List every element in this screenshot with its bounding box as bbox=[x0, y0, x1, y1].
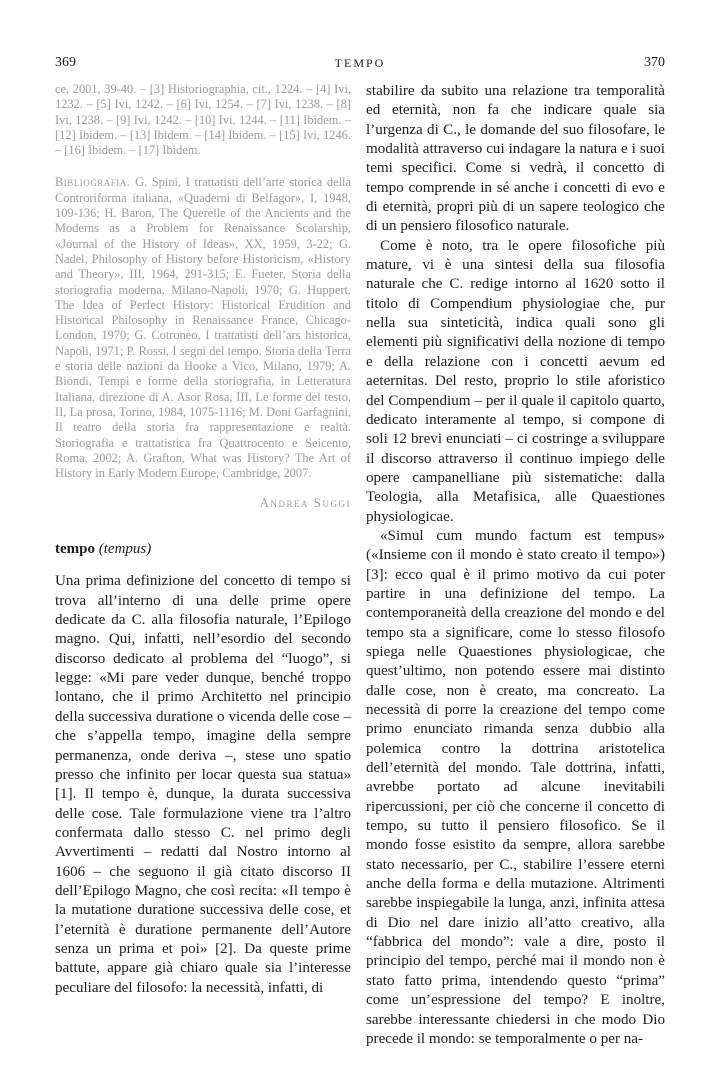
page-header bbox=[55, 55, 665, 75]
page-number-left: 369 bbox=[55, 55, 76, 70]
paragraph-2: Come è noto, tra le opere filosofiche più mature, vi è una sintesi della sua filosofia naturale che C. redige intorno al 1620 sotto il titolo di Compendium physiologiae che, pur nella sua sinteticità, indica quali sono gli elementi più significativi della nozione di tempo e della relazione con i concetti aevum ed aeternitas. Del resto, proprio lo stile aforistico del Compendium – per il quale il capitolo quarto, dedicato interamente al tempo, si compone di soli 12 brevi enunciati – ci costringe a sviluppare il discorso attraverso il continuo impiego delle opere campanelliane più sistematiche: dalla Teologia, alla Metafisica, alle Quaestiones physiologicae. bbox=[366, 237, 665, 525]
running-title: TEMPO bbox=[334, 56, 386, 70]
bibliography bbox=[55, 175, 351, 481]
bibliography-text: G. Spini, I trattatisti dell’arte storica della Controriforma italiana, «Quaderni di Belfagor», I, 1948, 109-136; H. Baron, The Querelle of the Ancients and the Moderns as a Problem for Renaissance Scolarship, «Journal of the History of Ideas», XX, 1959, 3-22; G. Nadel, Philosophy of History before Historicism, «History and Theory», III, 1964, 291-315; E. Fueter, Storia della storiografia moderna, Milano-Napoli, 1970; G. Huppert, The Idea of Perfect History: Historical Erudition and Historical Philosophy in Renaissance France, Chicago-London, 1970; G. Cotroneo, I trattatisti dell’ars historica, Napoli, 1971; P. Rossi, I segni del tempo. Storia della Terra e storia delle nazioni da Hooke a Vico, Milano, 1979; A. Biondi, Tempi e forme della storiografia, in Letteratura Italiana, direzione di A. Asor Rosa, III, Le forme del testo, II, La prosa, Torino, 1984, 1075-1116; M. Doni Garfagnini, Il teatro della storia fra rappresentazione e realtà. Storiografia e trattatistica fra Quattrocento e Seicento, Roma, 2002; A. Grafton, What was History? The Art of History in Early Modern Europe, Cambridge, 2007. bbox=[55, 175, 351, 481]
bibliography-label: Bibliografia. bbox=[55, 175, 131, 190]
author-signature: Andrea Suggi bbox=[259, 495, 351, 511]
page-number-right: 370 bbox=[644, 55, 665, 70]
entry-latin: (tempus) bbox=[98, 541, 152, 558]
paragraph-1: Una prima definizione del concetto di tempo si trova all’interno di una delle prime opere dedicate da C. alla filosofia naturale, l’Epilogo magno. Qui, infatti, nell’esordio del secondo discorso dedicato al problema del “luogo”, si legge: «Mi pare veder dunque, benché troppo lontano, che il primo Architetto nel principio della successiva duratione o vicenda delle cose – che s’appella tempo, imagine della sempre permanenza, onde deriva –, stese uno spatio presso che infinito per locar questa sua statua» [1]. Il tempo è, dunque, la durata successiva delle cose. Tale formulazione viene tra l’altro confermata dallo stesso C. nel primo degli Avvertimenti – redatti dal Nostro intorno al 1606 – che seguono il già citato discorso II dell’Epilogo Magno, che così recita: «Il tempo è la mutatione duratione successiva delle cose, et l’eternità è duratione permanente dell’Autore senza un prima et poi» [2]. Da queste prime battute, appare già chiaro quale sia l’interesse peculiare del filosofo: la necessità, infatti, di bbox=[55, 573, 351, 996]
left-column bbox=[55, 82, 351, 998]
footnotes: ce, 2001, 39-40. – [3] Historiographia, cit., 1224. – [4] Ivi, 1232. – [5] Ivi, 1242. – [6] Ivi, 1254. – [7] Ivi, 1238. – [8] Ivi, 1238. – [9] Ivi, 1242. – [10] Ivi, 1244. – [11] Ibidem. –[12] Ibidem. – [13] Ibidem. – [14] Ibidem. – [15] Ivi, 1246. – [16] Ibidem. – [17] Ibidem. bbox=[55, 82, 351, 158]
right-column bbox=[366, 82, 665, 1049]
entry-title bbox=[55, 541, 351, 558]
paragraph-1-continued: stabilire da subito una relazione tra temporalità ed eternità, non fa che indicare quale sia l’urgenza di C., le domande del suo filosofare, le modalità attraverso cui indagare la natura e i suoi temi specifici. Come si vedrà, il concetto di tempo comprende in sé anche i concetti di evo e di eternità, propri più di un sapere teologico che di un pensiero filosofico naturale. bbox=[366, 83, 665, 235]
entry-headword: tempo bbox=[55, 541, 95, 558]
paragraph-3: «Simul cum mundo factum est tempus» («Insieme con il mondo è stato creato il tempo») [3]: ecco qual è il primo motivo da cui poter partire in una definizione del tempo. La contemporaneità della creazione del mondo e del tempo sta a significare, come lo stesso filosofo spiega nelle Quaestiones physiologicae, che quest’ultimo, non potendo essere mai distinto dalle cose, non è creato, ma concreato. La necessità di porre la creazione del tempo come primo enunciato rimanda senza dubbio alla polemica contro la dottrina aristotelica dell’eternità del mondo. Tale dottrina, infatti, avrebbe portato ad alcune inevitabili ripercussioni, per ciò che concerne il concetto di tempo, su tutto il pensiero filosofico. Se il mondo fosse esistito da sempre, allora sarebbe stato necessario, per C., stabilire l’essere eterni anche della forma e della mutazione. Altrimenti sarebbe inspiegabile la lunga, anzi, infinita attesa di Dio nel dare inizio all’atto creativo, alla “fabbrica del mondo”: vale a dire, posto il principio del tempo, perché mai il mondo non è stato fatto prima, intendendo questo “prima” come un’espressione del tempo? E inoltre, sarebbe interessante chiedersi in che modo Dio precede il mondo: se temporalmente o per na- bbox=[366, 527, 665, 1047]
